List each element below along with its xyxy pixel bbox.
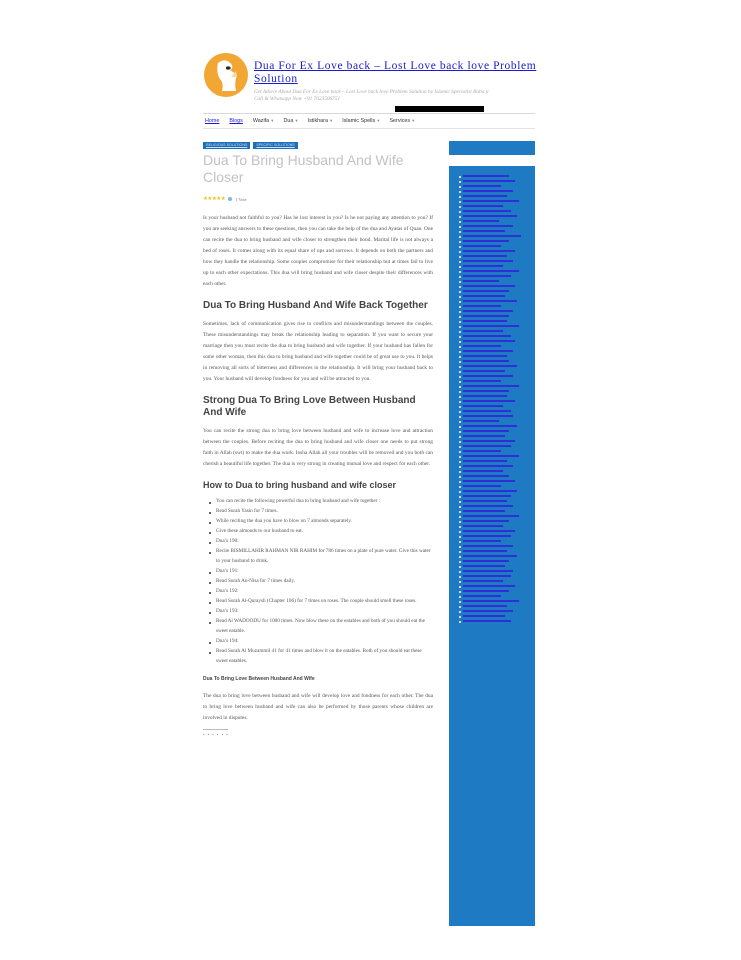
sidebar-link-text (463, 615, 505, 617)
sidebar-link-text (463, 245, 501, 247)
redacted-bar (395, 106, 484, 112)
nav-item-islamic-spells[interactable] (342, 118, 379, 128)
list-item: Dua’s 191: (203, 566, 433, 576)
sidebar-link-text (463, 180, 515, 182)
sidebar-link-text (463, 595, 501, 597)
nav-item-label: Home (205, 118, 220, 124)
strong-dua-paragraph: You can recite the strong dua to bring love between husband and wife to increase love and attraction between the couples. Before reciting the dua to bring husband and wife closer one needs to put strong faith in Allah (swt) to make the dua work. Insha Allah all your troubles will be removed and you both can cherish a beautiful life together. The dua is very strong in creating mutual love and respect for each other. (203, 427, 433, 467)
main-navigation (205, 118, 414, 128)
section-heading-back-together: Dua To Bring Husband And Wife Back Together (203, 300, 428, 311)
sidebar-link-text (463, 450, 501, 452)
category-badge[interactable]: RELIGIOUS SOLUTIONS (203, 142, 250, 149)
sidebar-link-text (463, 265, 503, 267)
sidebar-link-text (463, 610, 513, 612)
chevron-down-icon: ▾ (412, 118, 415, 123)
nav-item-wazifa[interactable] (253, 118, 274, 128)
sidebar-link-text (463, 580, 503, 582)
nav-item-label: Services (389, 118, 411, 124)
sidebar-link-text (463, 330, 503, 332)
list-item: Dua’s 194: (203, 636, 433, 646)
sidebar-link-text (463, 240, 509, 242)
sidebar-link-text (463, 475, 509, 477)
sidebar-link-text (463, 310, 513, 312)
sidebar-link-text (463, 550, 507, 552)
sidebar-link-text (463, 575, 511, 577)
chevron-down-icon: ▾ (329, 118, 333, 123)
sidebar-link-text (463, 565, 505, 567)
list-item: Read Surah An-Nisa for 7 times daily. (203, 576, 433, 586)
sidebar-link-text (463, 285, 515, 287)
sidebar-link-text (463, 620, 511, 622)
sidebar-link-text (463, 230, 505, 232)
intro-paragraph: Is your husband not faithful to you? Has he lost interest in you? Is he not paying any attention to you? If you are seeking answers to these questions, then you can take the help of the dua and Ayatas of Quan. One can recite the dua to bring husband and wife closer to strengthen their bond. Marital life is not always a bed of roses. It comes along with its equal share of ups and sorrows. It depends on both the partners and how they handle the relationship. Some couples compromise for their relationship but at times fail to live up to each other expectations. This dua will bring husband and wife closer despite their differences with each other. (203, 215, 433, 287)
sidebar-link-text (463, 555, 517, 557)
sidebar-link-text (463, 380, 501, 382)
sidebar-link-text (463, 605, 507, 607)
nav-divider-top (203, 113, 535, 114)
sidebar-link-text (463, 275, 511, 277)
sidebar-link-text (463, 435, 505, 437)
nav-item-label: Dua (283, 118, 294, 124)
sidebar-link-text (463, 200, 519, 202)
sidebar-link-text (463, 225, 513, 227)
sidebar-link-text (463, 295, 505, 297)
list-item: While reciting the dua you have to blow on 7 almonds separately. (203, 516, 433, 526)
sidebar-link-text (463, 355, 507, 357)
sidebar-link-text (463, 430, 509, 432)
sidebar-link-text (463, 415, 513, 417)
sidebar-link-text (463, 445, 511, 447)
nav-item-label: Wazifa (252, 118, 270, 124)
sidebar-link-text (463, 455, 519, 457)
sidebar-link-text (463, 375, 513, 377)
list-item: Dua’s 190: (203, 536, 433, 546)
chevron-down-icon: ▾ (377, 118, 380, 123)
sidebar-link-text (463, 520, 509, 522)
sidebar-link-text (463, 370, 505, 372)
list-item: Read Surah Al-Quraysh (Chapter 106) for 7 times on roses. The couple should smell these roses. (203, 596, 433, 606)
sidebar-link-text (463, 420, 499, 422)
sidebar-link-text (463, 320, 507, 322)
sidebar-link-text (463, 480, 515, 482)
sidebar (449, 166, 535, 926)
sidebar-link-text (463, 390, 509, 392)
pagination-dots: • • • • • • (203, 731, 229, 737)
sidebar-link-text (463, 315, 509, 317)
nav-item-services[interactable] (389, 118, 414, 128)
list-item: Dua’s 193: (203, 606, 433, 616)
sidebar-link-text (463, 505, 513, 507)
sidebar-link-text (463, 360, 509, 362)
sidebar-link-text (463, 185, 501, 187)
sidebar-link-text (463, 215, 517, 217)
dua-steps-list (203, 496, 433, 666)
back-together-paragraph: Sometimes, lack of communication gives rise to conflicts and misunderstandings between the couples. These misunderstandings may break the relationship leading to separation. If you want to secure your marriage then you must recite the dua to bring husband and wife together. If your husband has fallen for some other woman, then this dua to bring husband and wife together could be of great use to you. It helps in removing all sorts of bitterness and differences in the relationship. It will bring your husband back to you. Your husband will develop fondness for you and will be attracted to you. (203, 320, 433, 382)
sidebar-link-text (463, 545, 513, 547)
sidebar-link-text (463, 410, 511, 412)
sidebar-link-text (463, 340, 515, 342)
sidebar-link-text (463, 385, 519, 387)
sidebar-link-text (463, 345, 501, 347)
nav-item-blogs[interactable] (229, 118, 243, 128)
sidebar-link-text (463, 425, 517, 427)
sidebar-link-text (463, 465, 513, 467)
sidebar-link-text (463, 400, 515, 402)
content-divider (203, 729, 228, 730)
sidebar-link[interactable] (449, 619, 535, 624)
chevron-down-icon: ▾ (295, 118, 298, 123)
sidebar-link-text (463, 590, 509, 592)
sidebar-link-text (463, 205, 503, 207)
nav-item-label: Islamic Spells (342, 118, 376, 124)
sidebar-link-text (463, 560, 509, 562)
list-item: Read Surah Yasin for 7 times. (203, 506, 433, 516)
sidebar-link-text (463, 470, 503, 472)
sidebar-link-text (463, 250, 515, 252)
sidebar-header (449, 141, 535, 155)
sidebar-link-text (463, 405, 503, 407)
sidebar-link-text (463, 365, 517, 367)
sidebar-link-text (463, 220, 499, 222)
list-item: Dua’s 192: (203, 586, 433, 596)
sidebar-link-text (463, 255, 507, 257)
sidebar-link-text (463, 280, 499, 282)
site-title[interactable]: Dua For Ex Love back – Lost Love back love Problem Solution (254, 60, 537, 85)
sidebar-link-text (463, 490, 517, 492)
list-item: Recite BISMILLAHIR RAHMAN NIR RAHIM for 786 times on a plate of pure water. Give this water to your husband to drink. (203, 546, 433, 566)
sidebar-link-text (463, 395, 507, 397)
sidebar-link-text (463, 495, 511, 497)
sidebar-link-text (463, 325, 519, 327)
sidebar-link-text (463, 515, 519, 517)
chevron-down-icon: ▾ (271, 118, 274, 123)
sidebar-link-text (463, 270, 519, 272)
post-content (203, 213, 433, 737)
list-item: Read Al WADOODU for 1000 times. Now blow these on the eatables and both of you should eat the sweet eatable. (203, 616, 433, 636)
sidebar-link-text (463, 570, 513, 572)
post-title: Dua To Bring Husband And Wife Closer (203, 152, 404, 185)
sidebar-link-text (463, 195, 507, 197)
site-logo[interactable] (204, 53, 248, 97)
sidebar-link-text (463, 305, 501, 307)
sidebar-link-text (463, 440, 515, 442)
sidebar-link-text (463, 235, 521, 237)
sidebar-link-text (463, 540, 501, 542)
sidebar-link-text (463, 335, 511, 337)
list-item: Give these almonds to our husband to eat. (203, 526, 433, 536)
sidebar-link-text (463, 300, 517, 302)
sidebar-link-text (463, 600, 519, 602)
sidebar-link-text (463, 290, 509, 292)
sidebar-link-text (463, 585, 515, 587)
sidebar-link-text (463, 460, 507, 462)
site-description: Get Advice About Dua For Ex Love back – Lost Love back love Problem Solution by Islamic Specialist Baba ji Call & Whatsapp Now +91 7023506751 (254, 89, 489, 102)
sidebar-link-text (463, 485, 501, 487)
sidebar-link-text (463, 530, 515, 532)
category-badge[interactable]: SPECIFIC SOLUTIONS (253, 142, 297, 149)
post-rating[interactable] (203, 196, 247, 202)
section-heading-how-to: How to Dua to bring husband and wife closer (203, 479, 397, 490)
vote-dot-icon (228, 197, 232, 201)
nav-item-istikhara[interactable] (308, 118, 333, 128)
nav-item-home[interactable] (205, 118, 219, 128)
nav-divider-bottom (203, 128, 535, 129)
list-item: Read Surah Al Muzammil 41 for 41 times and blow it on the eatables. Both of you should eat these sweet eatables. (203, 646, 433, 666)
post-categories (203, 142, 298, 149)
sidebar-link-text (463, 535, 511, 537)
section-heading-love-between: Dua To Bring Love Between Husband And Wife (203, 675, 315, 682)
nav-item-label: Blogs (229, 118, 243, 124)
sidebar-link-text (463, 525, 503, 527)
sidebar-link-text (463, 175, 509, 177)
sidebar-links (449, 166, 535, 624)
nav-item-dua[interactable] (283, 118, 297, 128)
sidebar-link-text (463, 190, 513, 192)
section-heading-strong-dua: Strong Dua To Bring Love Between Husband And Wife (203, 394, 416, 418)
vote-count: 1 Vote (235, 196, 247, 202)
star-rating-icon[interactable]: ★★★★★ (203, 196, 226, 202)
list-item: You can recite the following powerful dua to bring husband and wife together : (203, 496, 433, 506)
sidebar-link-text (463, 210, 511, 212)
sidebar-link-text (463, 510, 505, 512)
love-between-paragraph: The dua to bring love between husband and wife will develop love and fondness for each other. The dua to bring love between husband and wife can also be performed by those parents whose children are involved in disputes. (203, 692, 433, 721)
nav-item-label: Istikhara (307, 118, 328, 124)
sidebar-link-text (463, 260, 513, 262)
sidebar-link-text (463, 500, 507, 502)
sidebar-link-text (463, 350, 513, 352)
